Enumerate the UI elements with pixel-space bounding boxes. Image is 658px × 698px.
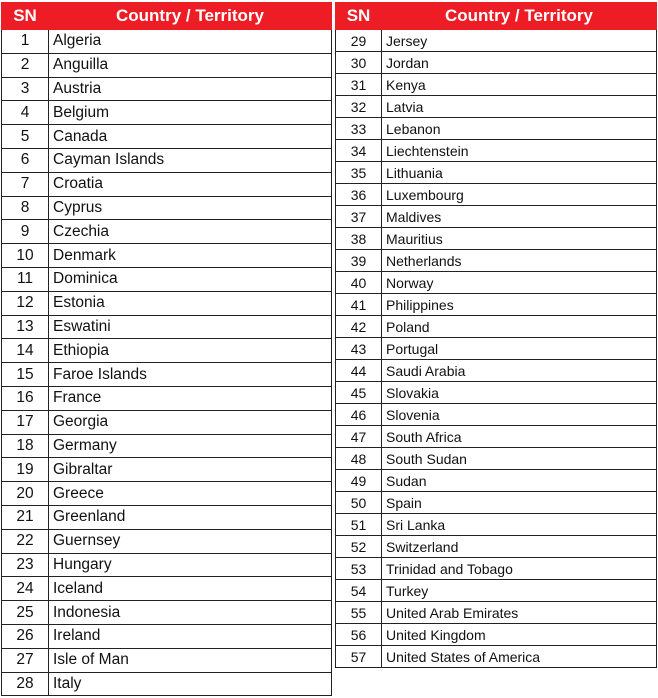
table-row xyxy=(336,514,657,536)
table-row xyxy=(2,434,332,458)
row-country: Anguilla xyxy=(49,53,332,77)
table-row xyxy=(2,601,332,625)
row-country: Faroe Islands xyxy=(49,363,332,387)
country-table-right xyxy=(335,2,657,668)
row-country: United Arab Emirates xyxy=(382,602,657,624)
row-country: Indonesia xyxy=(49,601,332,625)
row-sn: 5 xyxy=(2,125,49,149)
row-sn: 17 xyxy=(2,410,49,434)
row-sn: 33 xyxy=(336,118,382,140)
table-row xyxy=(2,196,332,220)
table-row xyxy=(2,529,332,553)
row-country: Isle of Man xyxy=(49,648,332,672)
row-country: Czechia xyxy=(49,220,332,244)
row-sn: 21 xyxy=(2,505,49,529)
row-sn: 18 xyxy=(2,434,49,458)
row-sn: 20 xyxy=(2,482,49,506)
table-row xyxy=(336,470,657,492)
table-row xyxy=(2,505,332,529)
row-country: Jersey xyxy=(382,30,657,52)
table-row xyxy=(2,125,332,149)
row-sn: 42 xyxy=(336,316,382,338)
table-row xyxy=(2,53,332,77)
table-row xyxy=(2,458,332,482)
row-sn: 50 xyxy=(336,492,382,514)
row-country: Germany xyxy=(49,434,332,458)
row-sn: 54 xyxy=(336,580,382,602)
row-country: Sri Lanka xyxy=(382,514,657,536)
row-country: Kenya xyxy=(382,74,657,96)
row-country: Liechtenstein xyxy=(382,140,657,162)
table-row xyxy=(336,30,657,52)
table-row xyxy=(2,220,332,244)
table-body-right xyxy=(336,30,657,668)
table-row xyxy=(2,648,332,672)
row-sn: 24 xyxy=(2,577,49,601)
row-sn: 39 xyxy=(336,250,382,272)
header-country: Country / Territory xyxy=(49,3,332,30)
table-row xyxy=(336,624,657,646)
row-sn: 44 xyxy=(336,360,382,382)
row-sn: 23 xyxy=(2,553,49,577)
row-sn: 56 xyxy=(336,624,382,646)
row-country: Georgia xyxy=(49,410,332,434)
table-row xyxy=(336,448,657,470)
row-sn: 57 xyxy=(336,646,382,668)
table-row xyxy=(336,602,657,624)
row-country: Slovenia xyxy=(382,404,657,426)
table-row xyxy=(2,101,332,125)
table-row xyxy=(336,294,657,316)
table-row xyxy=(2,482,332,506)
table-row xyxy=(2,553,332,577)
row-sn: 13 xyxy=(2,315,49,339)
row-country: South Sudan xyxy=(382,448,657,470)
row-country: Cyprus xyxy=(49,196,332,220)
table-row xyxy=(336,404,657,426)
row-sn: 4 xyxy=(2,101,49,125)
row-sn: 52 xyxy=(336,536,382,558)
row-sn: 16 xyxy=(2,386,49,410)
row-sn: 31 xyxy=(336,74,382,96)
row-country: Trinidad and Tobago xyxy=(382,558,657,580)
header-country: Country / Territory xyxy=(382,3,657,30)
table-row xyxy=(336,536,657,558)
table-row xyxy=(2,339,332,363)
row-country: Norway xyxy=(382,272,657,294)
row-country: Dominica xyxy=(49,267,332,291)
row-sn: 22 xyxy=(2,529,49,553)
row-country: Estonia xyxy=(49,291,332,315)
country-table-left xyxy=(1,2,332,696)
row-sn: 46 xyxy=(336,404,382,426)
row-sn: 45 xyxy=(336,382,382,404)
row-country: Spain xyxy=(382,492,657,514)
row-sn: 12 xyxy=(2,291,49,315)
row-country: Hungary xyxy=(49,553,332,577)
row-country: Jordan xyxy=(382,52,657,74)
row-country: South Africa xyxy=(382,426,657,448)
row-sn: 2 xyxy=(2,53,49,77)
row-country: Philippines xyxy=(382,294,657,316)
row-country: France xyxy=(49,386,332,410)
row-sn: 37 xyxy=(336,206,382,228)
table-row xyxy=(336,74,657,96)
table-row xyxy=(336,250,657,272)
row-sn: 8 xyxy=(2,196,49,220)
row-sn: 10 xyxy=(2,244,49,268)
table-row xyxy=(336,52,657,74)
row-sn: 51 xyxy=(336,514,382,536)
table-row xyxy=(2,30,332,54)
table-row xyxy=(2,172,332,196)
table-row xyxy=(336,228,657,250)
table-row xyxy=(336,338,657,360)
table-row xyxy=(336,558,657,580)
row-sn: 15 xyxy=(2,363,49,387)
table-row xyxy=(336,360,657,382)
table-row xyxy=(2,386,332,410)
table-row xyxy=(2,244,332,268)
row-country: Eswatini xyxy=(49,315,332,339)
row-country: Turkey xyxy=(382,580,657,602)
table-row xyxy=(336,272,657,294)
row-country: Switzerland xyxy=(382,536,657,558)
table-row xyxy=(2,291,332,315)
row-country: Poland xyxy=(382,316,657,338)
table-row xyxy=(2,410,332,434)
table-row xyxy=(2,315,332,339)
row-sn: 49 xyxy=(336,470,382,492)
table-row xyxy=(2,148,332,172)
row-sn: 19 xyxy=(2,458,49,482)
row-sn: 25 xyxy=(2,601,49,625)
row-country: Lithuania xyxy=(382,162,657,184)
row-country: Ireland xyxy=(49,624,332,648)
row-sn: 55 xyxy=(336,602,382,624)
table-row xyxy=(336,140,657,162)
row-sn: 43 xyxy=(336,338,382,360)
row-sn: 7 xyxy=(2,172,49,196)
row-country: Algeria xyxy=(49,30,332,54)
row-country: Maldives xyxy=(382,206,657,228)
row-country: Italy xyxy=(49,672,332,696)
row-sn: 3 xyxy=(2,77,49,101)
header-sn: SN xyxy=(336,3,382,30)
row-country: Denmark xyxy=(49,244,332,268)
row-country: Lebanon xyxy=(382,118,657,140)
table-row xyxy=(336,426,657,448)
table-row xyxy=(336,96,657,118)
table-row xyxy=(336,492,657,514)
table-header-row xyxy=(2,3,332,30)
row-country: Luxembourg xyxy=(382,184,657,206)
row-sn: 53 xyxy=(336,558,382,580)
table-row xyxy=(336,382,657,404)
table-row xyxy=(336,580,657,602)
row-sn: 27 xyxy=(2,648,49,672)
table-row xyxy=(2,77,332,101)
row-sn: 40 xyxy=(336,272,382,294)
row-sn: 14 xyxy=(2,339,49,363)
row-sn: 26 xyxy=(2,624,49,648)
table-body-left xyxy=(2,30,332,696)
row-country: United Kingdom xyxy=(382,624,657,646)
row-sn: 6 xyxy=(2,148,49,172)
row-sn: 36 xyxy=(336,184,382,206)
row-sn: 34 xyxy=(336,140,382,162)
row-country: Portugal xyxy=(382,338,657,360)
row-country: Iceland xyxy=(49,577,332,601)
table-row xyxy=(2,267,332,291)
row-sn: 32 xyxy=(336,96,382,118)
row-sn: 38 xyxy=(336,228,382,250)
row-country: Ethiopia xyxy=(49,339,332,363)
table-row xyxy=(336,316,657,338)
row-sn: 28 xyxy=(2,672,49,696)
table-row xyxy=(336,162,657,184)
table-header-row xyxy=(336,3,657,30)
row-sn: 11 xyxy=(2,267,49,291)
row-sn: 48 xyxy=(336,448,382,470)
header-sn: SN xyxy=(2,3,49,30)
table-row xyxy=(2,363,332,387)
row-country: Croatia xyxy=(49,172,332,196)
row-country: Slovakia xyxy=(382,382,657,404)
row-sn: 47 xyxy=(336,426,382,448)
table-row xyxy=(2,672,332,696)
row-country: United States of America xyxy=(382,646,657,668)
row-sn: 41 xyxy=(336,294,382,316)
row-country: Austria xyxy=(49,77,332,101)
table-row xyxy=(2,624,332,648)
row-country: Greece xyxy=(49,482,332,506)
table-row xyxy=(336,184,657,206)
row-country: Guernsey xyxy=(49,529,332,553)
table-row xyxy=(336,118,657,140)
row-country: Gibraltar xyxy=(49,458,332,482)
row-sn: 1 xyxy=(2,30,49,54)
row-country: Netherlands xyxy=(382,250,657,272)
row-sn: 9 xyxy=(2,220,49,244)
row-country: Belgium xyxy=(49,101,332,125)
row-sn: 30 xyxy=(336,52,382,74)
row-sn: 35 xyxy=(336,162,382,184)
row-country: Cayman Islands xyxy=(49,148,332,172)
table-row xyxy=(2,577,332,601)
row-country: Latvia xyxy=(382,96,657,118)
table-row xyxy=(336,206,657,228)
row-country: Sudan xyxy=(382,470,657,492)
row-country: Greenland xyxy=(49,505,332,529)
row-country: Canada xyxy=(49,125,332,149)
row-country: Mauritius xyxy=(382,228,657,250)
table-row xyxy=(336,646,657,668)
row-sn: 29 xyxy=(336,30,382,52)
row-country: Saudi Arabia xyxy=(382,360,657,382)
